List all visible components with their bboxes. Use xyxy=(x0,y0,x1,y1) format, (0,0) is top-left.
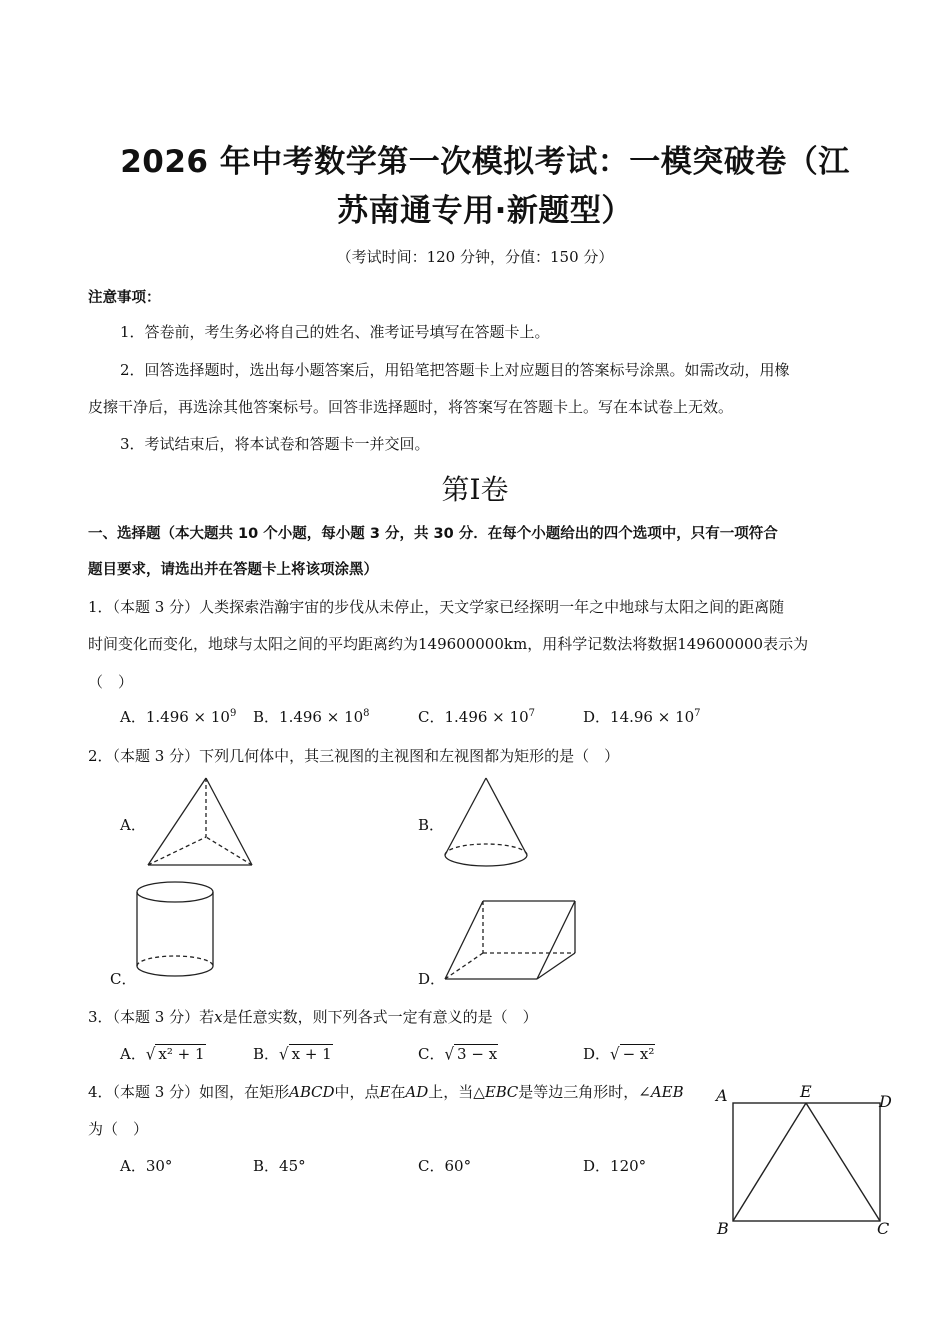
note-3: 3．考试结束后，将本试卷和答题卡一并交回。 xyxy=(120,435,430,453)
label-e: E xyxy=(800,1082,812,1101)
q3-option-d: D．√ − x² xyxy=(583,1044,655,1064)
note-2: 2．回答选择题时，选出每小题答案后，用铅笔把答题卡上对应题目的答案标号涂黑。如需改动，用橡 xyxy=(120,361,790,379)
label-b: B xyxy=(717,1219,729,1238)
exam-info: （考试时间：120 分钟，分值：150 分） xyxy=(336,248,614,266)
q2-stem: 2．（本题 3 分）下列几何体中，其三视图的主视图和左视图都为矩形的是（ ） xyxy=(88,747,620,765)
q3-option-b: B．√ x + 1 xyxy=(253,1044,332,1064)
q1-stem-line-2: 时间变化而变化，地球与太阳之间的平均距离约为149600000km，用科学记数法将数据149600000表示为 xyxy=(88,635,809,653)
page-title-line-2: 苏南通专用·新题型） xyxy=(337,193,633,229)
q1-stem-line-1: 1．（本题 3 分）人类探索浩瀚宇宙的步伐从未停止，天文学家已经探明一年之中地球与太阳之间的距离随 xyxy=(88,598,785,616)
q1-option-c: C．$1.496 \times 10^7$ xyxy=(418,708,535,726)
oblique-prism-figure xyxy=(440,895,580,985)
q2-label-d: D． xyxy=(418,970,446,988)
q4-option-b: B．45° xyxy=(253,1157,306,1175)
q3-stem: 3．（本题 3 分）若x是任意实数，则下列各式一定有意义的是（ ） xyxy=(88,1008,538,1026)
note-1: 1．答卷前，考生务必将自己的姓名、准考证号填写在答题卡上。 xyxy=(120,323,550,341)
notes-heading: 注意事项： xyxy=(88,290,161,306)
q1-option-a: A．$1.496 \times 10^9$ xyxy=(120,708,237,726)
triangular-pyramid-figure xyxy=(140,775,260,870)
q3-option-a: A．√ x² + 1 xyxy=(120,1044,205,1064)
section-heading-line-2: 题目要求，请选出并在答题卡上将该项涂黑） xyxy=(88,562,378,578)
q1-option-b: B．$1.496 \times 10^8$ xyxy=(253,708,370,726)
q4-option-c: C．60° xyxy=(418,1157,472,1175)
label-d: D xyxy=(879,1092,892,1111)
q2-label-b: B． xyxy=(418,816,445,834)
page-title-line-1: 2026 年中考数学第一次模拟考试：一模突破卷（江 xyxy=(120,144,850,180)
q2-label-c: C． xyxy=(110,970,137,988)
q4-stem-line-2: 为（ ） xyxy=(88,1120,149,1138)
cylinder-figure xyxy=(135,880,220,980)
label-a: A xyxy=(716,1086,728,1105)
q4-stem-line-1: 4．（本题 3 分）如图，在矩形𝐴𝐵𝐶𝐷中，点𝐸在𝐴𝐷上，当△𝐸𝐵𝐶是等边三角形时，∠𝐴𝐸𝐵 xyxy=(88,1083,684,1101)
section-heading-line-1: 一、选择题（本大题共 10 个小题，每小题 3 分，共 30 分．在每个小题给出的四个选项中，只有一项符合 xyxy=(88,526,778,542)
q3-option-c: C．√ 3 − x xyxy=(418,1044,498,1064)
label-c: C xyxy=(877,1219,890,1238)
q1-option-d: D．$14.96 \times 10^7$ xyxy=(583,708,701,726)
note-2-cont: 皮擦干净后，再选涂其他答案标号。回答非选择题时，将答案写在答题卡上。写在本试卷上无效。 xyxy=(88,398,734,416)
volume-title: 第I卷 xyxy=(441,473,509,506)
rectangle-triangle-figure xyxy=(712,1082,902,1242)
q1-stem-line-3: （ ） xyxy=(88,673,134,691)
q4-option-a: A．30° xyxy=(120,1157,173,1175)
q2-label-a: A． xyxy=(120,816,146,834)
cone-figure xyxy=(440,775,535,875)
q4-option-d: D．120° xyxy=(583,1157,647,1175)
